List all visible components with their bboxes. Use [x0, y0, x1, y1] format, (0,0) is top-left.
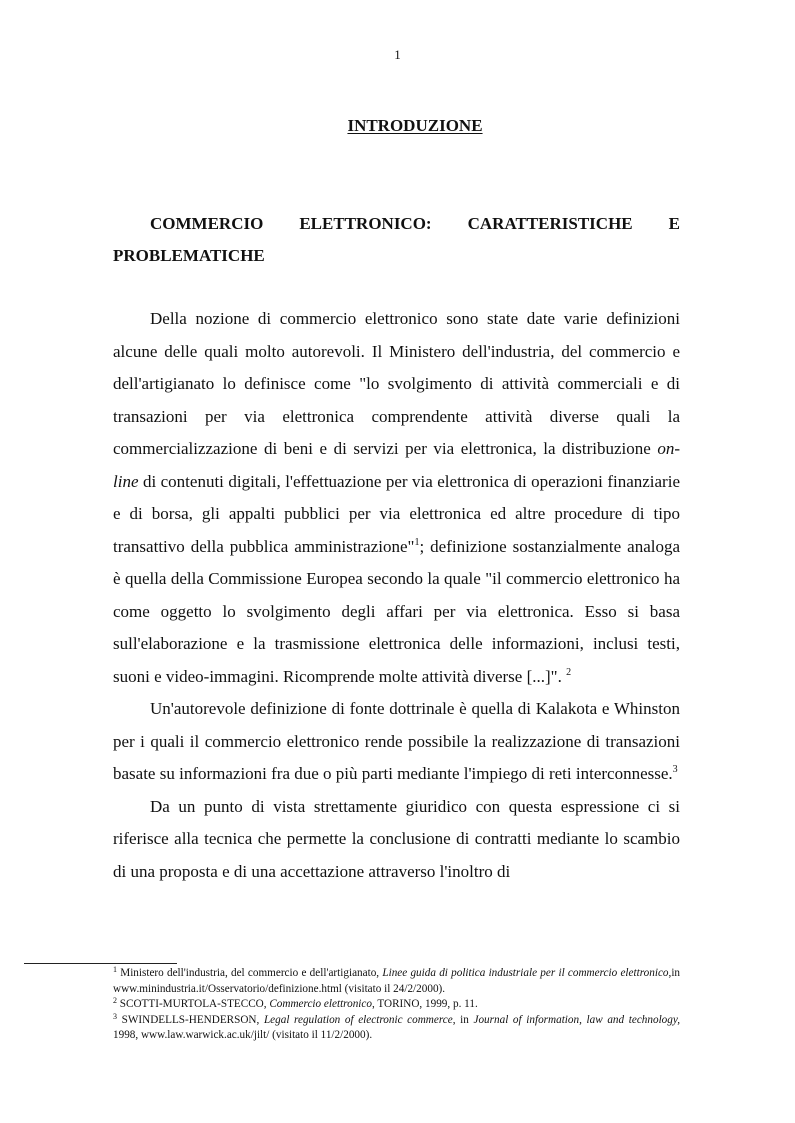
text-run: Ministero dell'industria, del commercio e dell'artigianato, — [117, 967, 383, 979]
paragraph-doctrinal-definition — [113, 693, 680, 791]
section-title: COMMERCIO ELETTRONICO: CARATTERISTICHE E PROBLEMATICHE — [113, 214, 680, 265]
footnote-number: 1 — [113, 965, 117, 974]
paragraph-legal-viewpoint — [113, 791, 680, 889]
footnote-ref-3[interactable]: 3 — [672, 764, 678, 775]
footnote-title: Linee guida di politica industriale per il commercio elettronico — [382, 967, 669, 979]
text-run: di contenuti digitali, l'effettuazione per via elettronica di operazioni finanziarie e di borsa, gli appalti pubblici per via elettronica ed altre procedure di tipo transattivo della pubblica amministrazione" — [113, 471, 680, 556]
paragraph-definitions — [113, 303, 680, 693]
text-run: , TORINO, 1999, p. 11. — [371, 998, 478, 1010]
text-run: ,in www.minindustria.it/Osservatorio/definizione.html (visitato il 24/2/2000). — [113, 967, 681, 995]
footnote-title: Commercio elettronico — [269, 998, 372, 1010]
footnotes — [113, 966, 680, 1044]
footnote-journal: Journal of information, law and technology, — [473, 1013, 681, 1026]
text-run: , in — [452, 1013, 474, 1026]
footnote-ref-1[interactable]: 1 — [414, 536, 420, 548]
italic-term: on-line — [113, 439, 680, 491]
text-run: SCOTTI-MURTOLA-STECCO, — [117, 998, 270, 1010]
footnote-ref-2[interactable]: 2 — [566, 666, 572, 678]
footnote-1 — [113, 966, 680, 997]
page-number: 1 — [394, 47, 401, 62]
footnote-title: Legal regulation of electronic commerce — [263, 1013, 453, 1026]
footnote-number: 2 — [113, 996, 117, 1005]
footnote-3 — [113, 1013, 680, 1044]
footnote-separator — [24, 963, 177, 964]
text-run: ; definizione sostanzialmente analoga è quella della Commissione Europea secondo la quale "il commercio elettronico ha come oggetto lo svolgimento degli affari per via elettronica. Esso si basa sull'elaborazione e la trasmissione elettronica delle informazioni, inclusi testi, suoni e video-immagini. Ricomprende molte attività diverse [...]". — [113, 536, 681, 686]
text-run: Da un punto di vista strettamente giuridico con questa espressione ci si riferisce alla tecnica che permette la conclusione di contratti mediante lo scambio di una proposta e di una accettazione attraverso l'inoltro di — [113, 796, 680, 881]
footnote-number: 3 — [113, 1011, 117, 1021]
text-run: 1998, www.law.warwick.ac.uk/jilt/ (visitato il 11/2/2000). — [113, 1029, 373, 1041]
text-run: SWINDELLS-HENDERSON, — [117, 1013, 264, 1026]
chapter-title: INTRODUZIONE — [347, 116, 483, 135]
footnote-2 — [113, 997, 680, 1013]
body-text — [113, 303, 680, 888]
text-run: Un'autorevole definizione di fonte dottrinale è quella di Kalakota e Whinston per i quali il commercio elettronico rende possibile la realizzazione di transazioni basate su informazioni fra due o più parti mediante l'impiego di reti interconnesse. — [113, 699, 680, 783]
text-run: Della nozione di commercio elettronico sono state date varie definizioni alcune delle quali molto autorevoli. Il Ministero dell'industria, del commercio e dell'artigianato lo definisce come "lo svolgimento di attività commerciali e di transazioni per via elettronica comprendente attività diverse quali la commercializzazione di beni e di servizi per via elettronica, la distribuzione — [113, 309, 680, 458]
